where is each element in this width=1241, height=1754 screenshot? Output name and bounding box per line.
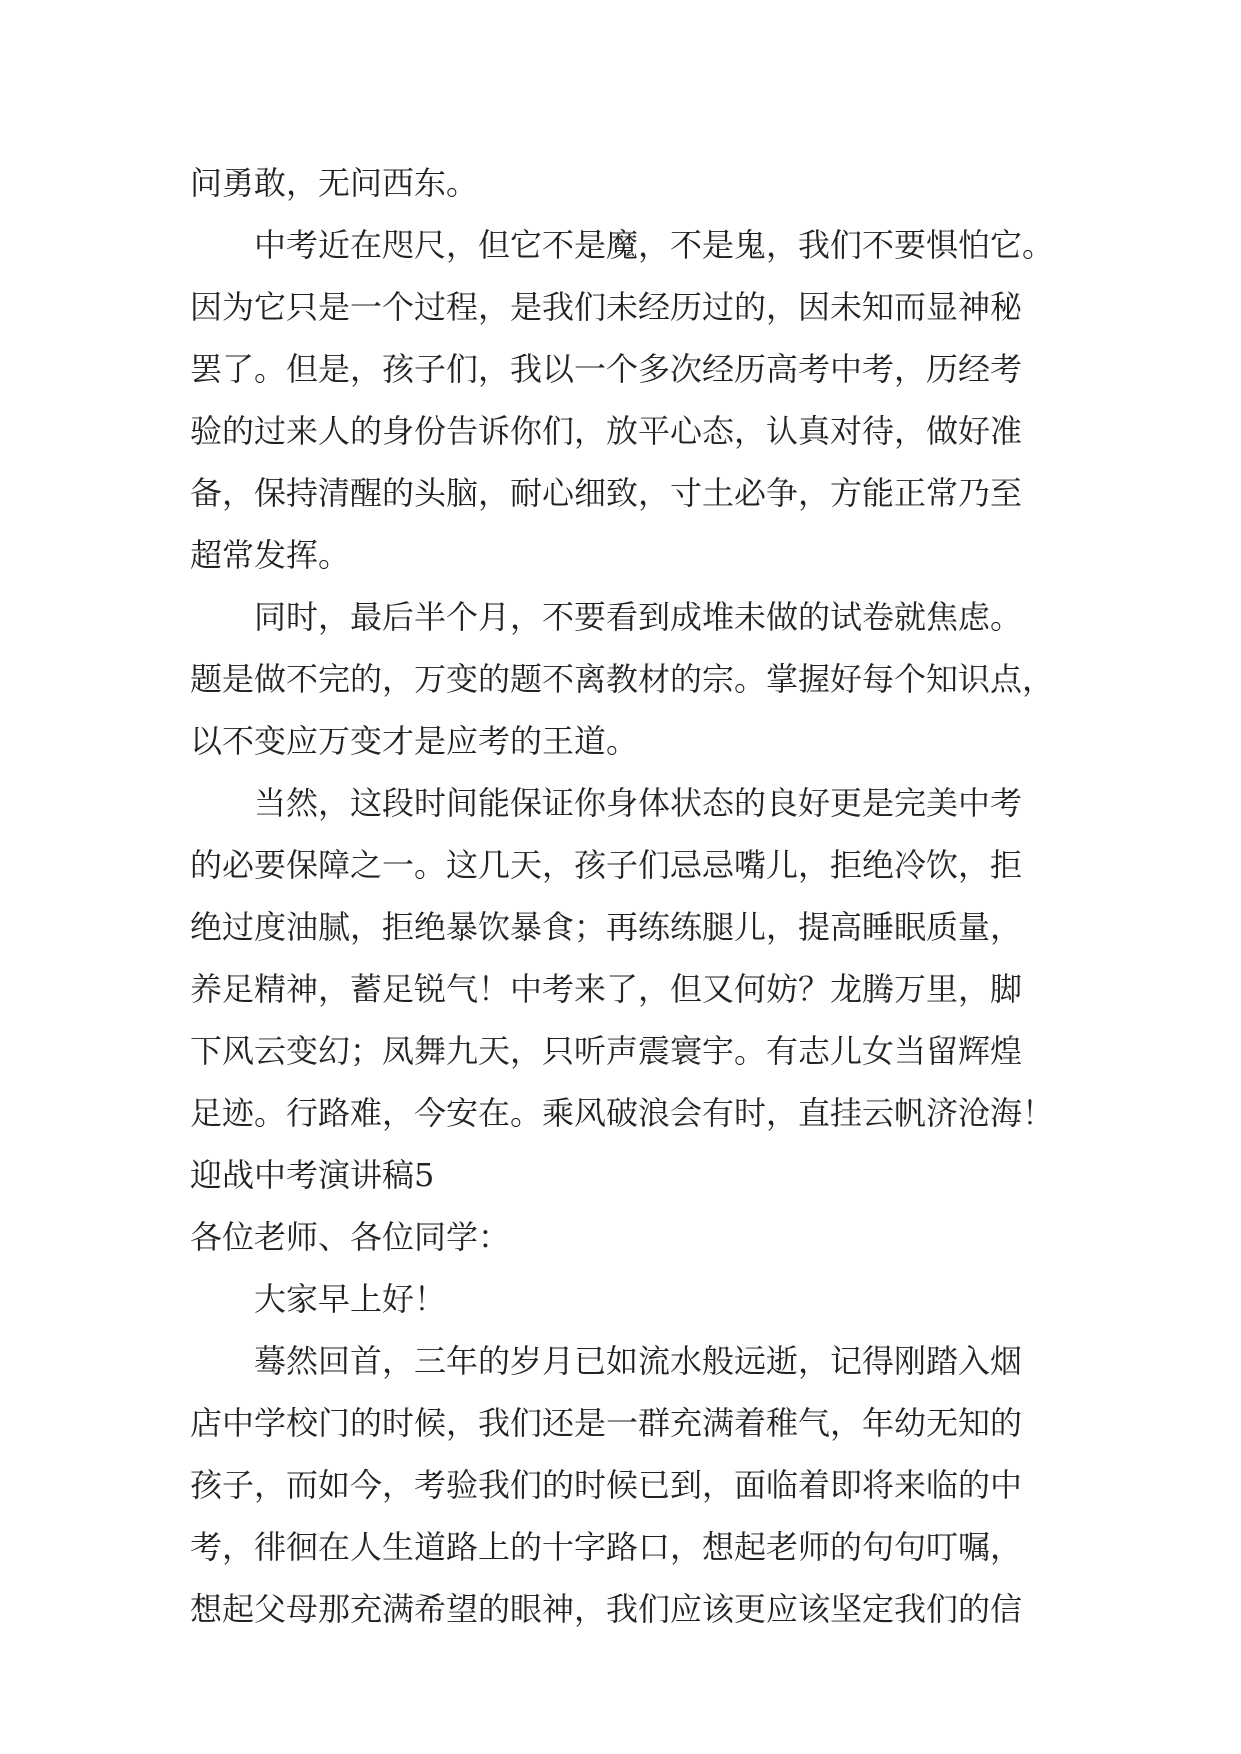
- paragraph-start-line: 当然，这段时间能保证你身体状态的良好更是完美中考: [254, 784, 1023, 822]
- text-line: 绝过度油腻，拒绝暴饮暴食；再练练腿儿，提高睡眠质量，: [190, 908, 1023, 946]
- text-line: 备，保持清醒的头脑，耐心细致，寸土必争，方能正常乃至: [190, 474, 1023, 512]
- text-line: 题是做不完的，万变的题不离教材的宗。掌握好每个知识点，: [190, 660, 1055, 698]
- text-line: 店中学校门的时候，我们还是一群充满着稚气，年幼无知的: [190, 1404, 1023, 1442]
- greeting: 大家早上好！: [254, 1280, 447, 1318]
- paragraph-start-line: 中考近在咫尺，但它不是魔，不是鬼，我们不要惧怕它。: [254, 226, 1055, 264]
- text-line: 问勇敢，无问西东。: [190, 164, 479, 202]
- paragraph-start-line: 同时，最后半个月，不要看到成堆未做的试卷就焦虑。: [254, 598, 1023, 636]
- text-line: 以不变应万变才是应考的王道。: [190, 722, 639, 760]
- text-line: 因为它只是一个过程，是我们未经历过的，因未知而显神秘: [190, 288, 1023, 326]
- text-line: 孩子，而如今，考验我们的时候已到，面临着即将来临的中: [190, 1466, 1023, 1504]
- text-line: 的必要保障之一。这几天，孩子们忌忌嘴儿，拒绝冷饮，拒: [190, 846, 1023, 884]
- text-line: 足迹。行路难，今安在。乘风破浪会有时，直挂云帆济沧海！: [190, 1094, 1055, 1132]
- text-line: 养足精神，蓄足锐气！中考来了，但又何妨？龙腾万里，脚: [190, 970, 1023, 1008]
- text-line: 罢了。但是，孩子们，我以一个多次经历高考中考，历经考: [190, 350, 1023, 388]
- text-line: 验的过来人的身份告诉你们，放平心态，认真对待，做好准: [190, 412, 1023, 450]
- salutation: 各位老师、各位同学：: [190, 1218, 511, 1256]
- text-line: 想起父母那充满希望的眼神，我们应该更应该坚定我们的信: [190, 1590, 1023, 1628]
- text-line: 考，徘徊在人生道路上的十字路口，想起老师的句句叮嘱，: [190, 1528, 1023, 1566]
- text-line: 下风云变幻；凤舞九天，只听声震寰宇。有志儿女当留辉煌: [190, 1032, 1023, 1070]
- section-heading: 迎战中考演讲稿5: [190, 1156, 435, 1194]
- text-line: 超常发挥。: [190, 536, 351, 574]
- paragraph-start-line: 蓦然回首，三年的岁月已如流水般远逝，记得刚踏入烟: [254, 1342, 1023, 1380]
